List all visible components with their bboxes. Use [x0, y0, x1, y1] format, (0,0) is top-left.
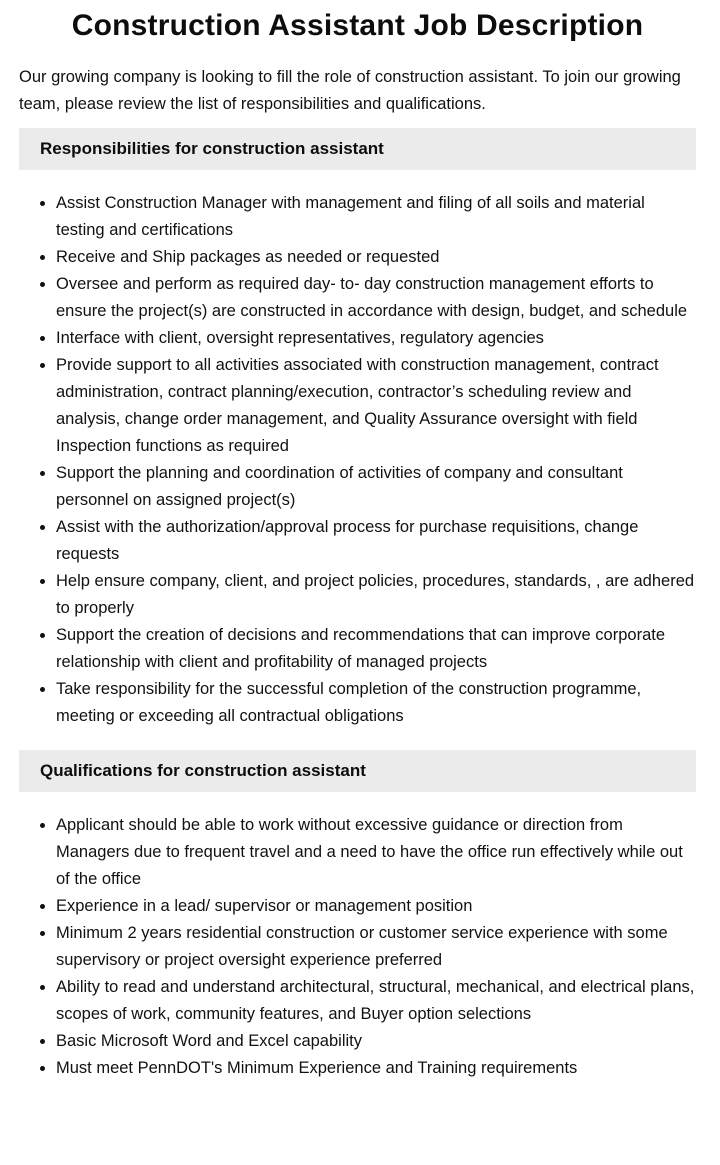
qualifications-list: [19, 812, 696, 1082]
responsibilities-list: [19, 190, 696, 730]
responsibilities-heading: Responsibilities for construction assistant: [40, 139, 384, 158]
list-item: • Provide support to all activities associated with construction management, contract administration, contract planning/execution, contractor’s scheduling review and analysis, change order management, and Quality Assurance oversight with field Inspection functions as required: [56, 352, 696, 460]
list-item: • Applicant should be able to work without excessive guidance or direction from Managers due to frequent travel and a need to have the office run effectively while out of the office: [56, 812, 696, 893]
list-item: • Must meet PennDOT's Minimum Experience and Training requirements: [56, 1055, 696, 1082]
qualifications-heading: Qualifications for construction assistant: [40, 761, 366, 780]
list-item: • Support the creation of decisions and recommendations that can improve corporate relationship with client and profitability of managed projects: [56, 622, 696, 676]
list-item: • Assist with the authorization/approval process for purchase requisitions, change requests: [56, 514, 696, 568]
list-item: • Support the planning and coordination of activities of company and consultant personnel on assigned project(s): [56, 460, 696, 514]
list-item: • Basic Microsoft Word and Excel capability: [56, 1028, 696, 1055]
list-item: • Experience in a lead/ supervisor or management position: [56, 893, 696, 920]
list-item: • Assist Construction Manager with management and filing of all soils and material testing and certifications: [56, 190, 696, 244]
list-item: • Minimum 2 years residential construction or customer service experience with some supervisory or project oversight experience preferred: [56, 920, 696, 974]
intro-paragraph: Our growing company is looking to fill the role of construction assistant. To join our growing team, please review the list of responsibilities and qualifications.: [19, 68, 681, 113]
list-item: • Ability to read and understand architectural, structural, mechanical, and electrical plans, scopes of work, community features, and Buyer option selections: [56, 974, 696, 1028]
page-title: Construction Assistant Job Description: [71, 9, 644, 42]
list-item: • Oversee and perform as required day- to- day construction management efforts to ensure the project(s) are constructed in accordance with design, budget, and schedule: [56, 271, 696, 325]
responsibilities-section-header: [19, 128, 696, 170]
list-item: • Take responsibility for the successful completion of the construction programme, meeting or exceeding all contractual obligations: [56, 676, 696, 730]
qualifications-section-header: [19, 750, 696, 792]
list-item: • Help ensure company, client, and project policies, procedures, standards, , are adhered to properly: [56, 568, 696, 622]
list-item: • Interface with client, oversight representatives, regulatory agencies: [56, 325, 696, 352]
list-item: • Receive and Ship packages as needed or requested: [56, 244, 696, 271]
